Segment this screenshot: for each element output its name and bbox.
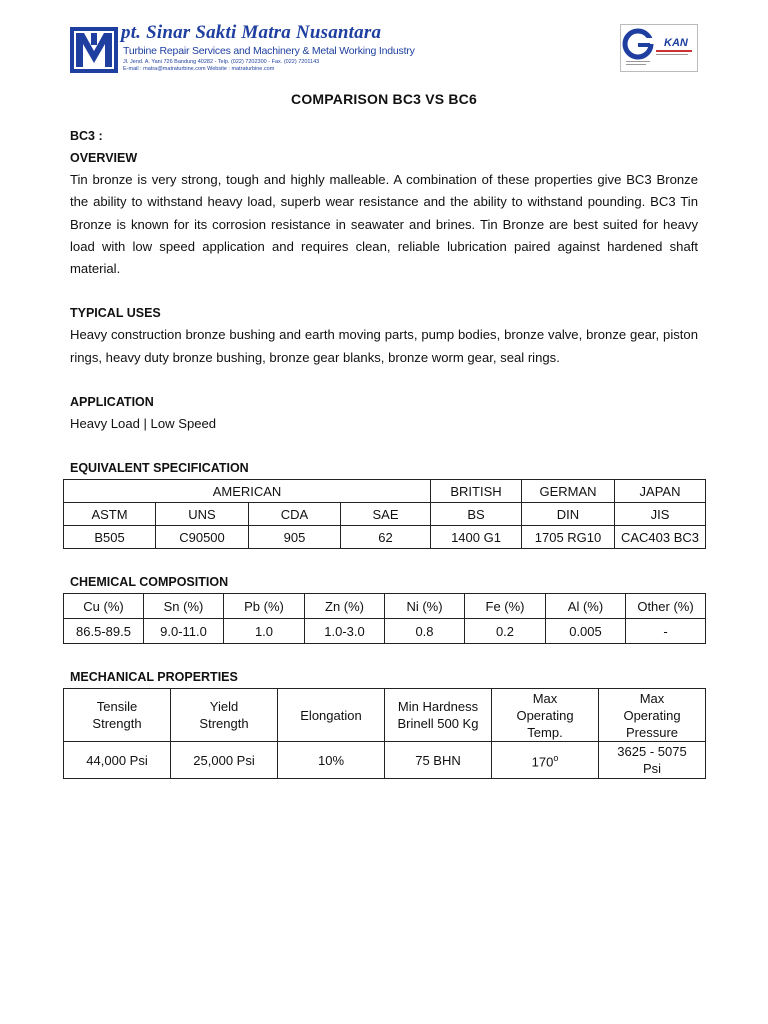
application-heading: APPLICATION [70,395,154,410]
document-body [70,125,698,779]
table-cell: 0.005 [546,619,626,644]
table-cell: Sn (%) [144,594,224,619]
cell-line: Tensile [96,699,138,715]
equivalent-spec-table [63,479,706,549]
cell-line: Pressure [625,724,679,740]
cell-line: Min Hardness [397,699,479,715]
table-cell [599,742,706,779]
table-cell: 905 [249,526,341,549]
table-cell [492,689,599,742]
table-row [64,503,706,526]
cell-line: Temp. [527,724,563,740]
table-cell: SAE [341,503,431,526]
mechanical-heading: MECHANICAL PROPERTIES [70,670,238,685]
cell-line: Max [532,690,558,706]
typical-uses-text: Heavy construction bronze bushing and earth moving parts, pump bodies, bronze valve, bronze gear, piston rings, heavy duty bronze bushing, bronze gear blanks, bronze worm gear, seal rings. [70,327,698,365]
page-title: COMPARISON BC3 VS BC6 [291,91,477,107]
table-row [64,480,706,503]
company-name: pt. Sinar Sakti Matra Nusantara [121,22,382,43]
chemical-heading: CHEMICAL COMPOSITION [70,575,229,590]
company-address: Jl. Jend. A. Yani 726 Bandung 40282 - Telp. (022) 7202300 - Fax. (022) 7201143 [123,59,320,65]
table-cell: 1705 RG10 [522,526,615,549]
table-cell [64,689,171,742]
table-cell: ASTM [64,503,156,526]
certification-logo-icon [620,24,698,72]
company-email: E-mail : matra@matraturbine.com Website : matraturbine.com [123,66,275,72]
table-cell: 44,000 Psi [64,742,171,779]
cell-line: Brinell 500 Kg [397,716,479,732]
cell-line: Max [639,690,665,706]
table-cell: 9.0-11.0 [144,619,224,644]
table-cell [171,689,278,742]
overview-heading: OVERVIEW [70,151,138,165]
table-cell: Pb (%) [224,594,305,619]
table-cell: BRITISH [431,480,522,503]
table-cell: BS [431,503,522,526]
table-cell: JAPAN [615,480,706,503]
cell-line: Strength [92,716,142,732]
equivalent-heading: EQUIVALENT SPECIFICATION [70,461,249,476]
table-cell: DIN [522,503,615,526]
temp-unit: o [553,753,559,764]
table-row [64,619,706,644]
table-cell: 62 [341,526,431,549]
table-cell: UNS [156,503,249,526]
cell-line: Yield [209,699,239,715]
table-cell [278,689,385,742]
application-text: Heavy Load | Low Speed [70,416,217,432]
table-cell: CAC403 BC3 [615,526,706,549]
cell-line: Elongation [300,707,362,723]
table-cell [385,689,492,742]
mechanical-properties-table [63,688,706,779]
table-cell: Other (%) [626,594,706,619]
table-row [64,742,706,779]
cell-line: Operating [516,707,574,723]
cell-line: Operating [623,707,681,723]
table-row [64,689,706,742]
pressure-value: 3625 - 5075 Psi [617,744,687,777]
table-cell: Cu (%) [64,594,144,619]
overview-text: Tin bronze is very strong, tough and highly malleable. A combination of these properties give BC3 Bronze the ability to withstand heavy load, superb wear resistance and the ability to withstand pounding. BC3 Tin Bronze is known for its corrosion resistance in seawater and brines. Tin Bronze are best suited for heavy load with low speed application and requires clean, reliable lubrication paired against hardened shaft material. [70,172,698,277]
table-cell: 0.2 [465,619,546,644]
table-cell: Fe (%) [465,594,546,619]
company-tagline: Turbine Repair Services and Machinery & Metal Working Industry [123,45,415,57]
cell-line: Strength [199,716,249,732]
table-cell: Ni (%) [385,594,465,619]
table-cell: GERMAN [522,480,615,503]
table-cell: JIS [615,503,706,526]
table-cell: 25,000 Psi [171,742,278,779]
chemical-composition-table [63,593,706,644]
table-cell: 1.0 [224,619,305,644]
section-label: BC3 : [70,129,103,143]
table-cell [599,689,706,742]
table-cell: 1.0-3.0 [305,619,385,644]
table-cell: C90500 [156,526,249,549]
typical-uses-heading: TYPICAL USES [70,306,161,321]
table-cell: 0.8 [385,619,465,644]
table-cell: B505 [64,526,156,549]
temp-value: 170 [531,754,554,770]
table-cell: 1400 G1 [431,526,522,549]
table-cell: Al (%) [546,594,626,619]
table-cell: CDA [249,503,341,526]
table-cell: - [626,619,706,644]
cert-kan-text: KAN [664,37,688,49]
table-row [64,594,706,619]
table-cell: AMERICAN [64,480,431,503]
table-cell [492,742,599,779]
table-cell: Zn (%) [305,594,385,619]
table-cell: 10% [278,742,385,779]
table-cell: 86.5-89.5 [64,619,144,644]
table-cell: 75 BHN [385,742,492,779]
table-row [64,526,706,549]
company-logo-icon [70,27,118,73]
